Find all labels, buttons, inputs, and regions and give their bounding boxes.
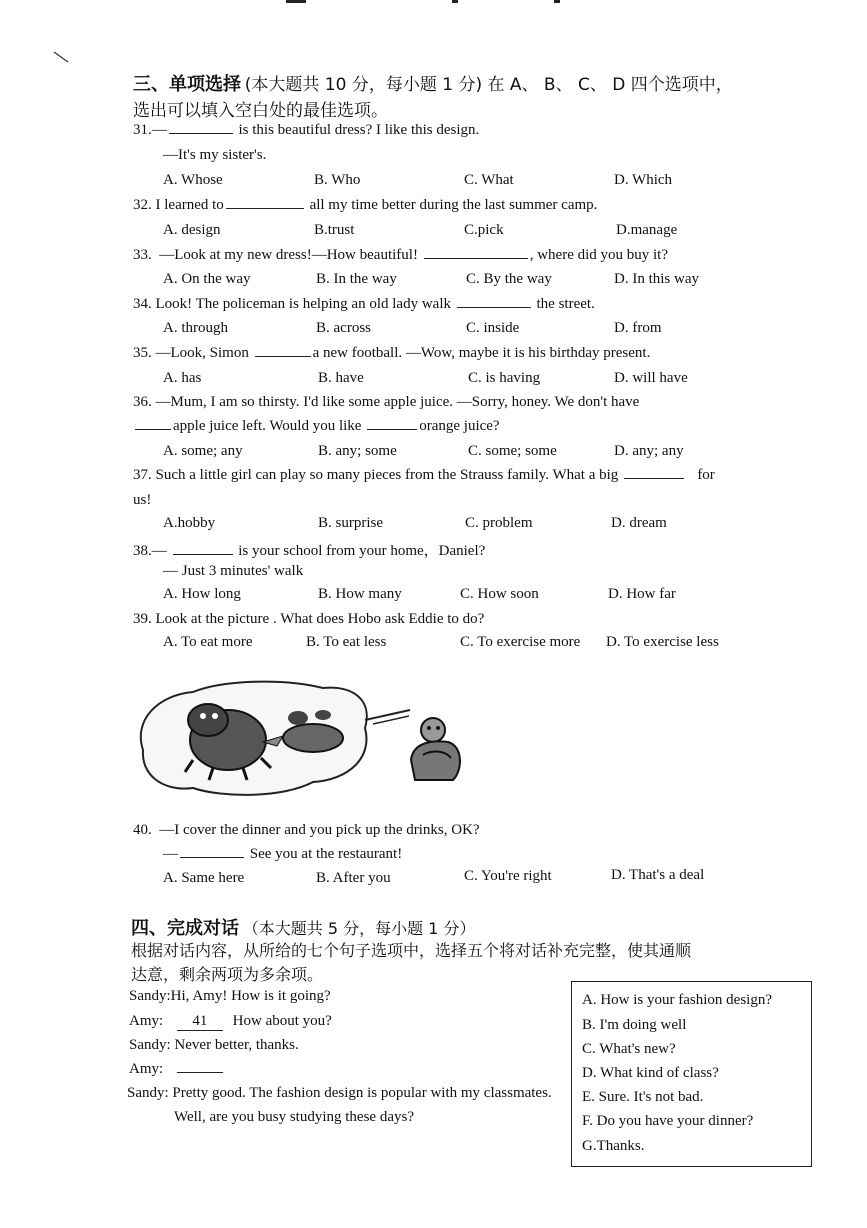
answer-blank[interactable] [624, 477, 684, 479]
dialogue-line: Amy: [129, 1061, 225, 1078]
choices-box [571, 981, 812, 1167]
question-37: 37. Such a little girl can play so many pieces from the Strauss family. What a big for [133, 467, 715, 483]
dialogue-line: Sandy: Never better, thanks. [129, 1037, 299, 1053]
answer-blank[interactable] [226, 207, 304, 209]
answer-blank[interactable] [255, 355, 311, 357]
question-36: 36. —Mum, I am so thirsty. I'd like some apple juice. —Sorry, honey. We don't have [133, 394, 640, 410]
option[interactable]: D. will have [614, 370, 688, 386]
section4-note: （本大题共 5 分，每小题 1 分） [242, 919, 476, 938]
option[interactable]: C. is having [468, 370, 541, 386]
dialogue-line: Sandy: Pretty good. The fashion design is popular with my classmates. [127, 1085, 552, 1101]
answer-blank[interactable] [367, 428, 417, 430]
dialogue-line: Well, are you busy studying these days? [174, 1109, 414, 1125]
choice-item[interactable]: A. How is your fashion design? [582, 992, 772, 1008]
option[interactable]: D. To exercise less [606, 634, 719, 650]
scan-mark [286, 0, 306, 3]
choice-item[interactable]: D. What kind of class? [582, 1065, 719, 1081]
option[interactable]: D. How far [608, 586, 676, 602]
option[interactable]: A. through [163, 320, 228, 336]
option[interactable]: B. Who [314, 172, 361, 188]
answer-blank[interactable] [135, 428, 171, 430]
option[interactable]: A. has [163, 370, 202, 386]
section3-instruction: 选出可以填入空白处的最佳选项。 [133, 101, 388, 121]
option[interactable]: B. After you [316, 870, 391, 886]
section3-title: 三、单项选择 [133, 74, 241, 95]
scan-mark [452, 0, 458, 3]
option[interactable]: D. dream [611, 515, 667, 531]
question-32: 32. I learned to all my time better during the last summer camp. [133, 197, 598, 213]
section3-note: (本大题共 10 分，每小题 1 分) 在 A、 B、 C、 D 四个选项中， [244, 75, 733, 95]
option[interactable]: B. across [316, 320, 371, 336]
option[interactable]: D. any; any [614, 443, 684, 459]
section4-heading [131, 914, 475, 940]
question-34: 34. Look! The policeman is helping an old lady walk the street. [133, 296, 595, 312]
option[interactable]: B.trust [314, 222, 355, 238]
choice-item[interactable]: B. I'm doing well [582, 1017, 687, 1033]
choice-item[interactable]: F. Do you have your dinner? [582, 1113, 754, 1129]
option[interactable]: A. To eat more [163, 634, 253, 650]
option[interactable]: C. problem [465, 515, 533, 531]
option[interactable]: A. design [163, 222, 221, 238]
choice-item[interactable]: C. What's new? [582, 1041, 676, 1057]
option[interactable]: D. from [614, 320, 662, 336]
scan-mark [554, 0, 560, 3]
option[interactable]: B. have [318, 370, 364, 386]
option[interactable]: C. To exercise more [460, 634, 581, 650]
question-33: 33. —Look at my new dress!—How beautiful! , where did you buy it? [133, 247, 669, 263]
option[interactable]: D. That's a deal [611, 867, 705, 883]
option[interactable]: A. On the way [163, 271, 251, 287]
option[interactable]: C. some; some [468, 443, 557, 459]
option[interactable]: B. To eat less [306, 634, 387, 650]
dialogue-line: Amy: 41 How about you? [129, 1013, 332, 1029]
question-31-reply: —It's my sister's. [163, 147, 267, 163]
question-38-reply: — Just 3 minutes' walk [163, 563, 304, 579]
question-38: 38.— is your school from your home，Daniel? [133, 543, 486, 559]
answer-blank[interactable] [177, 1071, 223, 1073]
section3-heading [133, 70, 733, 96]
option[interactable]: C. What [464, 172, 514, 188]
answer-blank[interactable] [180, 856, 244, 858]
answer-blank[interactable]: 41 [177, 1013, 223, 1031]
section4-instruction-2: 达意，剩余两项为多余项。 [131, 965, 324, 984]
option[interactable]: B. surprise [318, 515, 383, 531]
choice-item[interactable]: E. Sure. It's not bad. [582, 1089, 704, 1105]
answer-blank[interactable] [424, 257, 528, 259]
answer-blank[interactable] [173, 553, 233, 555]
question-36-line2: apple juice left. Would you like orange juice? [133, 418, 500, 435]
question-40-reply: — See you at the restaurant! [163, 846, 403, 862]
option[interactable]: D.manage [616, 222, 678, 238]
option[interactable]: D. Which [614, 172, 673, 188]
option[interactable]: B. any; some [318, 443, 397, 459]
question-40: 40. —I cover the dinner and you pick up the drinks, OK? [133, 822, 480, 838]
scan-mark [52, 50, 72, 66]
dialogue-line: Sandy:Hi, Amy! How is it going? [129, 988, 331, 1004]
answer-blank[interactable] [457, 306, 531, 308]
option[interactable]: C. By the way [466, 271, 552, 287]
option[interactable]: A. Same here [163, 870, 245, 886]
option[interactable]: C. inside [466, 320, 520, 336]
question-35: 35. —Look, Simon a new football. —Wow, maybe it is his birthday present. [133, 345, 651, 361]
question-37-line2: us! [133, 492, 152, 508]
option[interactable]: A.hobby [163, 515, 216, 531]
option[interactable]: A. How long [163, 586, 241, 602]
option[interactable]: C.pick [464, 222, 504, 238]
option[interactable]: A. Whose [163, 172, 223, 188]
option[interactable]: B. How many [318, 586, 402, 602]
option[interactable]: C. You're right [464, 868, 552, 884]
option[interactable]: D. In this way [614, 271, 699, 287]
cartoon-illustration [133, 680, 468, 805]
question-39: 39. Look at the picture . What does Hobo ask Eddie to do? [133, 611, 485, 627]
choice-item[interactable]: G.Thanks. [582, 1138, 645, 1154]
section4-title: 四、完成对话 [131, 918, 239, 939]
question-31: 31.— is this beautiful dress? I like this design. [133, 122, 480, 138]
answer-blank[interactable] [169, 132, 233, 134]
option[interactable]: A. some; any [163, 443, 243, 459]
section4-instruction: 根据对话内容，从所给的七个句子选项中，选择五个将对话补充完整，使其通顺 [131, 941, 692, 960]
option[interactable]: B. In the way [316, 271, 397, 287]
option[interactable]: C. How soon [460, 586, 539, 602]
